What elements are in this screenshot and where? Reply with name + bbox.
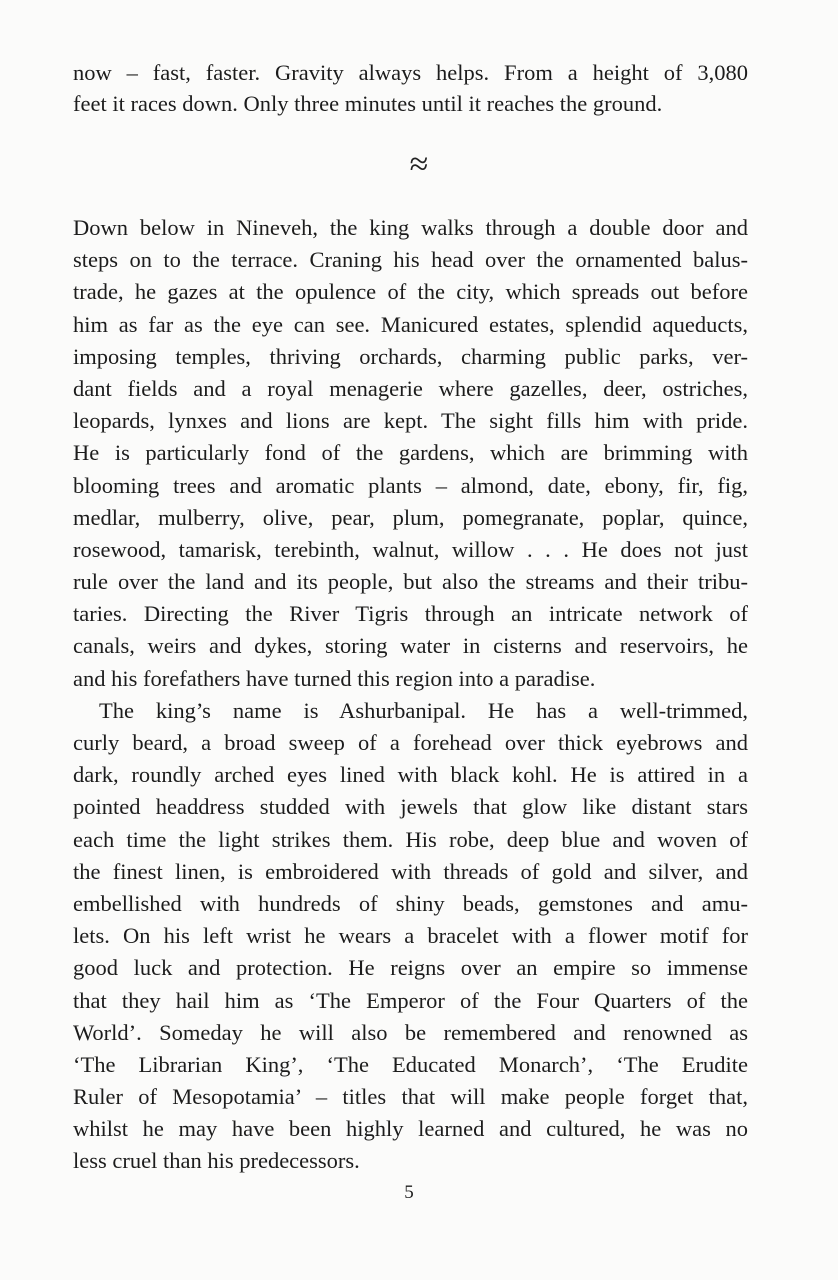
text-line: rule over the land and its people, but also the streams and their tribu- [73,569,748,595]
text-line: curly beard, a broad sweep of a forehead over thick eyebrows and [73,730,748,755]
text-line: leopards, lynxes and lions are kept. The sight fills him with pride. [73,408,748,434]
paragraph-1 [73,212,748,695]
text-line: that they hail him as ‘The Emperor of the Four Quarters of the [73,987,748,1013]
text-line: steps on to the terrace. Craning his head over the ornamented balus- [73,247,748,273]
text-line: imposing temples, thriving orchards, charming public parks, ver- [73,343,748,369]
page-number: 5 [404,1182,414,1203]
body-text [73,212,748,1178]
text-line: good luck and protection. He reigns over an empire so immense [73,955,748,981]
text-line: Down below in Nineveh, the king walks through a double door and [73,215,748,240]
paragraph-2 [73,695,748,1178]
text-line: the finest linen, is embroidered with threads of gold and silver, and [73,858,748,884]
text-line: him as far as the eye can see. Manicured estates, splendid aqueducts, [73,311,748,337]
text-line: feet it races down. Only three minutes until it reaches the ground. [73,91,663,116]
text-line: medlar, mulberry, olive, pear, plum, pomegranate, poplar, quince, [73,504,748,530]
text-line: blooming trees and aromatic plants – almond, date, ebony, fir, fig, [73,472,748,498]
text-line: each time the light strikes them. His robe, deep blue and woven of [73,826,748,852]
text-line: The king’s name is Ashurbanipal. He has a well-trimmed, [99,697,748,723]
text-line: trade, he gazes at the opulence of the city, which spreads out before [73,279,748,305]
text-line: World’. Someday he will also be remembered and renowned as [73,1019,748,1045]
text-line: taries. Directing the River Tigris through an intricate network of [73,601,748,627]
text-line: dant fields and a royal menagerie where gazelles, deer, ostriches, [73,375,748,401]
text-line: pointed headdress studded with jewels that glow like distant stars [73,794,748,820]
text-line: lets. On his left wrist he wears a bracelet with a flower motif for [73,923,748,949]
text-line: dark, roundly arched eyes lined with black kohl. He is attired in a [73,762,748,788]
section-break-ornament: ≈ [409,146,429,183]
text-line: canals, weirs and dykes, storing water in cisterns and reservoirs, he [73,633,748,659]
text-line: rosewood, tamarisk, terebinth, walnut, willow . . . He does not just [73,536,748,562]
text-line: He is particularly fond of the gardens, which are brimming with [73,440,748,466]
text-line: Ruler of Mesopotamia’ – titles that will make people forget that, [73,1084,748,1110]
text-line: whilst he may have been highly learned and cultured, he was no [73,1116,748,1142]
text-line: and his forefathers have turned this region into a paradise. [73,665,596,691]
continued-text [73,57,748,119]
text-line: now – fast, faster. Gravity always helps. From a height of 3,080 [73,60,748,85]
text-line: embellished with hundreds of shiny beads, gemstones and amu- [73,890,748,916]
text-line: ‘The Librarian King’, ‘The Educated Monarch’, ‘The Erudite [73,1051,748,1077]
text-line: less cruel than his predecessors. [73,1148,360,1174]
